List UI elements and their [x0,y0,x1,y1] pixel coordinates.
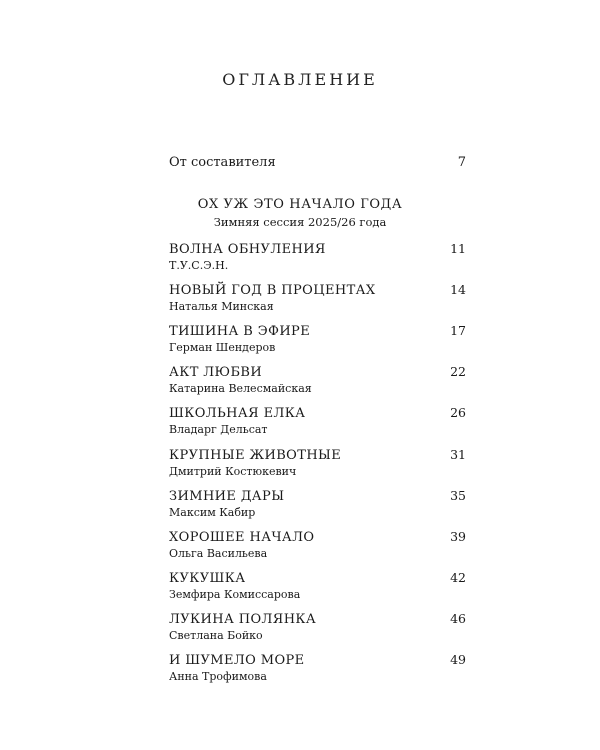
toc-entry[interactable] [169,364,466,395]
toc-entry[interactable] [169,323,466,354]
story-title: НОВЫЙ ГОД В ПРОЦЕНТАХ [169,283,376,298]
toc-entry[interactable] [169,611,466,642]
story-title: ХОРОШЕЕ НАЧАЛО [169,530,315,545]
toc-entry[interactable] [169,282,466,313]
story-author: Герман Шендеров [169,341,276,354]
page-number: 26 [450,405,466,420]
page-number: 22 [450,364,466,379]
story-title: КРУПНЫЕ ЖИВОТНЫЕ [169,448,342,463]
story-title: ВОЛНА ОБНУЛЕНИЯ [169,242,326,257]
page-number: 39 [450,529,466,544]
page-title: ОГЛАВЛЕНИЕ [222,70,378,89]
story-author: Земфира Комиссарова [169,588,301,601]
section-title: ОХ УЖ ЭТО НАЧАЛО ГОДА [197,197,403,212]
story-author: Наталья Минская [169,300,274,313]
page-number: 14 [450,282,466,297]
page-number: 11 [450,241,466,256]
story-author: Т.У.С.Э.Н. [169,259,229,272]
toc-entry[interactable] [169,447,466,478]
story-author: Дмитрий Костюкевич [169,465,297,478]
story-title: И ШУМЕЛО МОРЕ [169,653,305,668]
toc-entry-foreword[interactable] [169,155,466,170]
foreword-label: От составителя [169,155,276,170]
story-title: ТИШИНА В ЭФИРЕ [169,324,311,339]
story-author: Светлана Бойко [169,629,263,642]
foreword-page-number: 7 [457,155,466,170]
toc-entry[interactable] [169,405,466,436]
story-title: ЛУКИНА ПОЛЯНКА [169,612,317,627]
story-title: АКТ ЛЮБВИ [169,365,263,380]
story-author: Максим Кабир [169,506,256,519]
section-header [0,197,600,229]
page-number: 17 [450,323,466,338]
story-author: Катарина Велесмайская [169,382,312,395]
story-title: ЗИМНИЕ ДАРЫ [169,489,285,504]
section-subtitle: Зимняя сессия 2025/26 года [213,215,387,229]
page-number: 49 [450,652,466,667]
page-number: 35 [450,488,466,503]
toc-entry[interactable] [169,529,466,560]
story-title: КУКУШКА [169,571,246,586]
toc-entry[interactable] [169,241,466,272]
story-author: Ольга Васильева [169,547,268,560]
page-number: 42 [450,570,466,585]
toc-entry[interactable] [169,488,466,519]
story-author: Анна Трофимова [169,670,267,683]
story-author: Владарг Дельсат [169,423,268,436]
page-number: 31 [450,447,466,462]
toc-entry[interactable] [169,652,466,683]
story-title: ШКОЛЬНАЯ ЕЛКА [169,406,306,421]
toc-entry[interactable] [169,570,466,601]
page-number: 46 [450,611,466,626]
